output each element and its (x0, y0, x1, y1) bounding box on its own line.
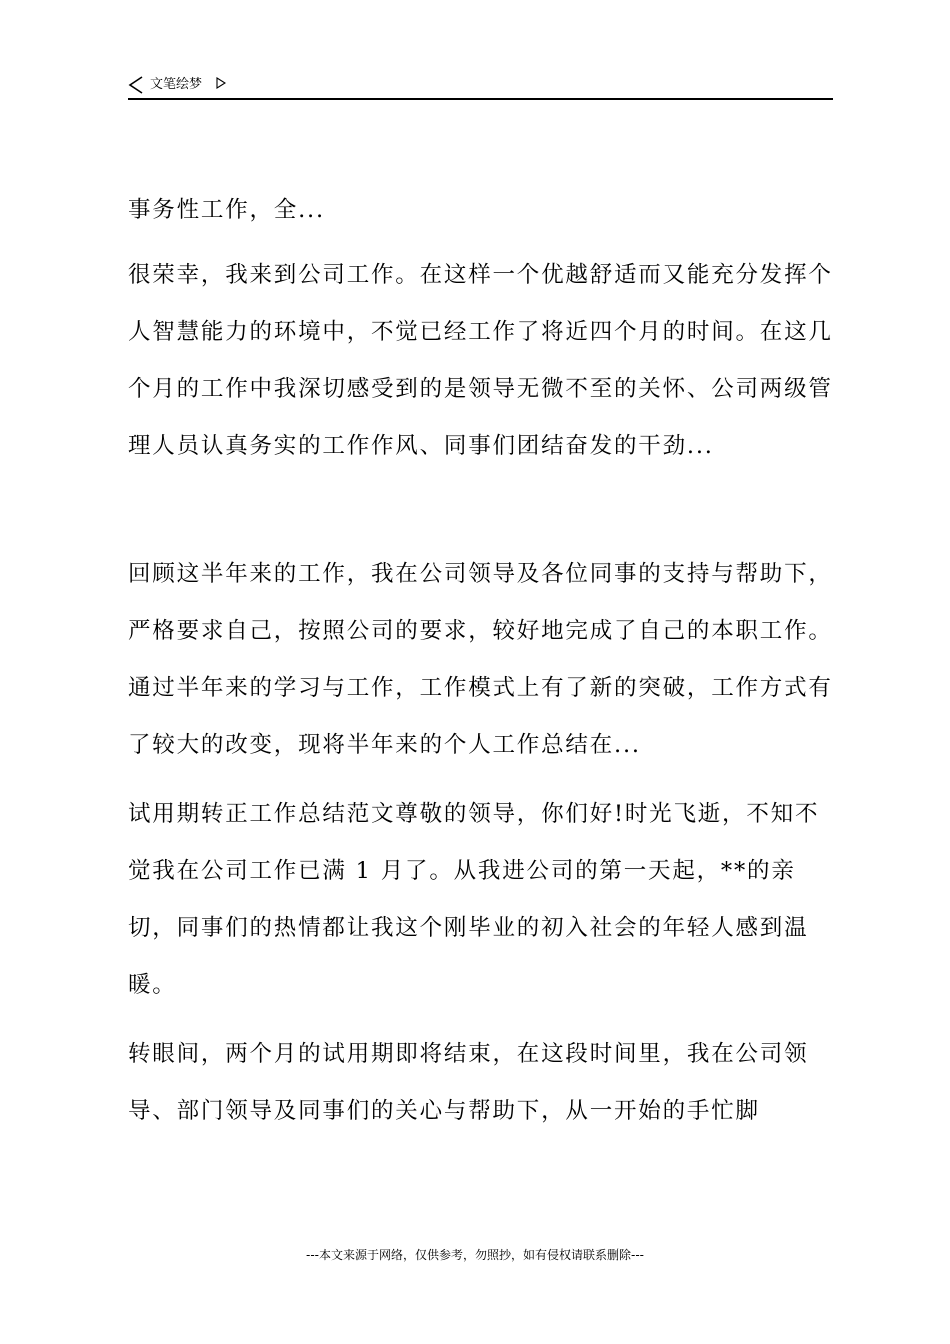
paragraph-3: 回顾这半年来的工作，我在公司领导及各位同事的支持与帮助下，严格要求自己，按照公司的要求，较好地完成了自己的本职工作。通过半年来的学习与工作，工作模式上有了新的突破，工作方式有了较大的改变，现将半年来的个人工作总结在... (128, 561, 833, 758)
paragraph-1: 事务性工作，全... (128, 197, 325, 223)
page-header (128, 74, 833, 100)
paragraph-5: 转眼间，两个月的试用期即将结束，在这段时间里，我在公司领导、部门领导及同事们的关心与帮助下，从一开始的手忙脚 (128, 1041, 809, 1124)
paragraph-4: 试用期转正工作总结范文尊敬的领导，你们好!时光飞逝，不知不觉我在公司工作已满 1 月了。从我进公司的第一天起，**的亲切，同事们的热情都让我这个刚毕业的初入社会的年轻人感到温暖。 (128, 801, 820, 998)
footer-disclaimer: ---本文来源于网络，仅供参考，勿照抄，如有侵权请联系删除--- (306, 1248, 644, 1262)
header-title: 文笔绘梦 (150, 77, 203, 92)
triangle-left-icon (128, 76, 144, 94)
paragraph-2: 很荣幸，我来到公司工作。在这样一个优越舒适而又能充分发挥个人智慧能力的环境中，不觉已经工作了将近四个月的时间。在这几个月的工作中我深切感受到的是领导无微不至的关怀、公司两级管理人员认真务实的工作作风、同事们团结奋发的干劲... (128, 262, 833, 459)
triangle-right-icon (216, 77, 226, 89)
